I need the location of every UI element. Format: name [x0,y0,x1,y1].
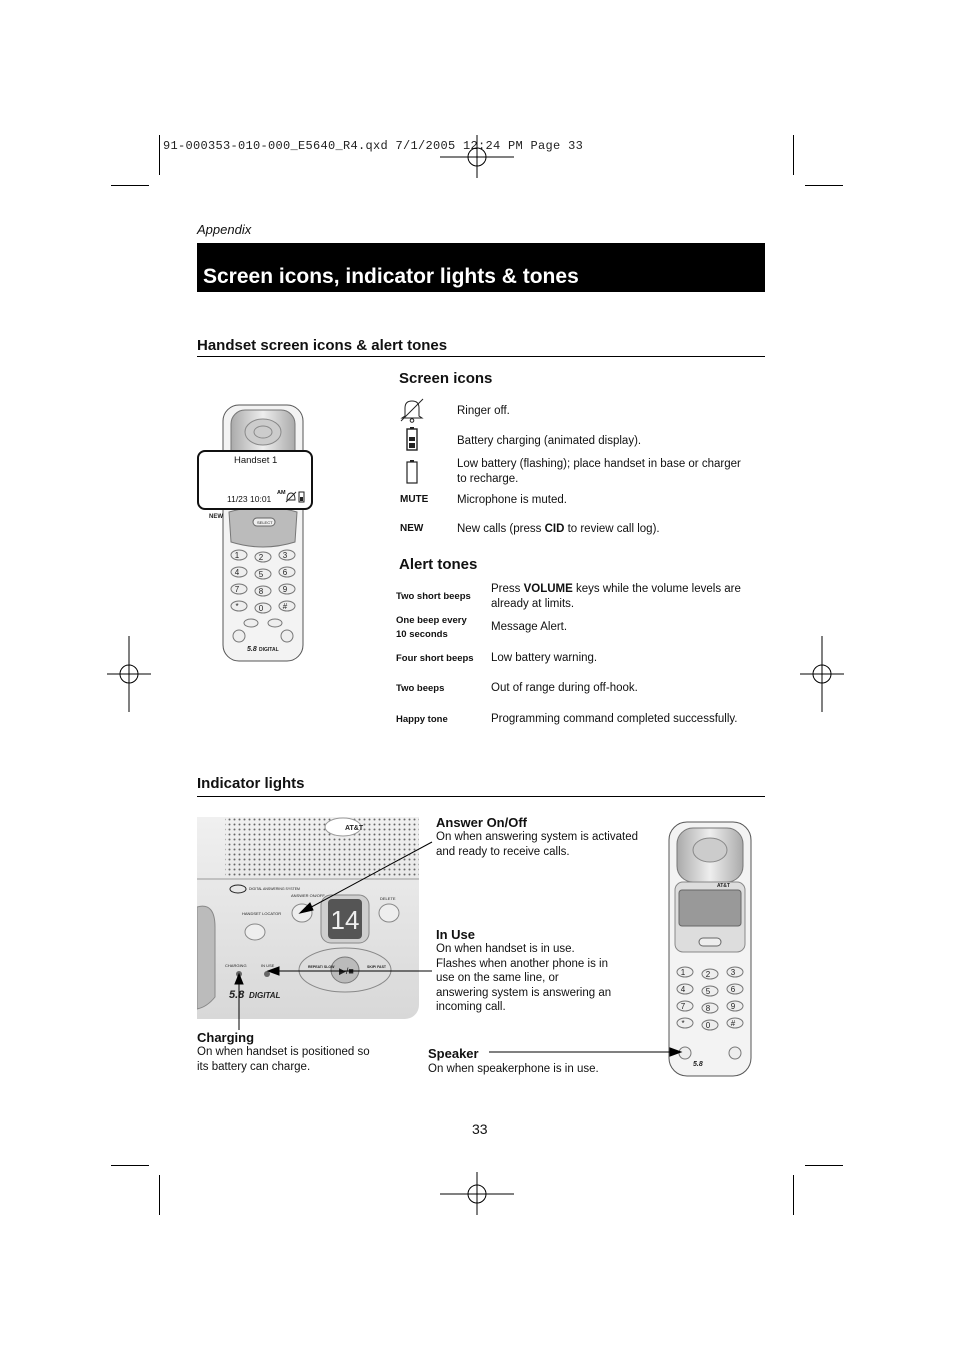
mute-label: MUTE [400,494,429,505]
new-indicator: NEW [209,514,223,520]
svg-text:9: 9 [730,1002,736,1011]
svg-text:8: 8 [705,1004,711,1013]
alert-tones-heading: Alert tones [399,556,478,573]
answer-onoff-title: Answer On/Off [436,815,528,830]
svg-text:2: 2 [258,553,264,562]
base-model: 5.8 [229,989,245,1001]
svg-text:AT&T: AT&T [717,883,730,889]
tone-name-line1: One beep every [396,615,467,626]
page-title: Screen icons, indicator lights & tones [203,265,579,288]
select-key-label: SELECT [257,520,273,525]
speaker-text: On when speakerphone is in use. [428,1063,599,1075]
svg-text:*: * [235,602,239,611]
svg-text:#: # [282,602,288,611]
mute-desc: Microphone is muted. [457,494,567,506]
ringer-off-desc: Ringer off. [457,405,510,417]
volume-key: VOLUME [523,583,573,595]
answer-onoff-text: On when answering system is activated and ready to receive calls. [436,831,638,858]
section-label: Appendix [197,222,252,237]
speaker-title: Speaker [428,1046,479,1061]
tone-desc: Out of range during off-hook. [491,682,638,694]
svg-text:4: 4 [680,985,686,994]
svg-text:8: 8 [258,587,264,596]
tone-name-line2: 10 seconds [396,629,448,640]
screen-handset-name: Handset 1 [234,455,278,466]
svg-text:1: 1 [234,551,240,560]
skip-label: SKIP/ FAST [367,965,387,969]
low-battery-desc: Low battery (flashing); place handset in base or charger to recharge. [457,458,741,485]
svg-text:6: 6 [730,985,736,994]
charging-text: On when handset is positioned so its battery can charge. [197,1046,370,1073]
svg-text:9: 9 [282,585,288,594]
handset-brand-suffix: DIGITAL [259,647,279,653]
charging-label: CHARGING [225,963,247,968]
svg-text:5.8: 5.8 [693,1061,703,1068]
battery-charging-desc: Battery charging (animated display). [457,435,642,447]
repeat-label: REPEAT/ SLOW [308,965,335,969]
new-label: NEW [400,523,424,534]
tone-desc: Programming command completed successfully. [491,713,738,725]
svg-text:0: 0 [258,604,264,613]
svg-text:1: 1 [680,968,686,977]
svg-text:3: 3 [282,551,288,560]
new-desc-pre: New calls (press [457,523,545,535]
tone-name: Four short beeps [396,653,474,664]
svg-text:7: 7 [680,1002,686,1011]
message-counter-display: 14 [330,905,360,935]
base-brand: AT&T [345,825,364,832]
svg-text:5: 5 [258,570,264,579]
handset-section-heading: Handset screen icons & alert tones [197,337,448,354]
tone-desc: Low battery warning. [491,652,598,664]
in-use-label: IN USE [261,963,275,968]
screen-time: 11/23 10:01 [227,494,272,504]
indicator-section-heading: Indicator lights [197,775,305,792]
svg-text:6: 6 [282,568,288,577]
svg-text:#: # [730,1019,736,1028]
charging-title: Charging [197,1030,255,1045]
new-desc-post: to review call log). [564,523,660,535]
in-use-title: In Use [436,927,476,942]
tone-name: Two beeps [396,683,445,694]
delete-label: DELETE [380,896,396,901]
cid-key: CID [544,523,565,535]
tone-desc-pre: Press [491,583,524,595]
answer-onoff-label: ANSWER ON/OFF [291,893,325,898]
locator-label: HANDSET LOCATOR [242,911,282,916]
page-number: 33 [472,1121,488,1137]
svg-text:*: * [681,1019,685,1028]
file-slug: 91-000353-010-000_E5640_R4.qxd 7/1/2005 12:24 PM Page 33 [163,139,584,153]
screen-icons-heading: Screen icons [399,370,493,387]
in-use-text: On when handset is in use. Flashes when another phone is in use on the same line, or answering system is answering an incoming call. [436,943,612,1013]
svg-text:2: 2 [705,970,711,979]
screen-am: AM [277,490,286,496]
tone-desc: Message Alert. [491,621,568,633]
svg-text:4: 4 [234,568,240,577]
base-model-suffix: DIGITAL [249,991,281,1000]
svg-text:▶/■: ▶/■ [339,966,354,976]
svg-text:5: 5 [705,987,711,996]
svg-text:3: 3 [730,968,736,977]
handset-brand: 5.8 [247,646,257,653]
svg-text:7: 7 [234,585,240,594]
tone-desc-post: keys while the volume levels are already at limits. [491,583,741,610]
answering-system-label: DIGITAL ANSWERING SYSTEM [249,887,300,891]
svg-text:0: 0 [705,1021,711,1030]
tone-name: Happy tone [396,714,448,725]
tone-name: Two short beeps [396,591,471,602]
